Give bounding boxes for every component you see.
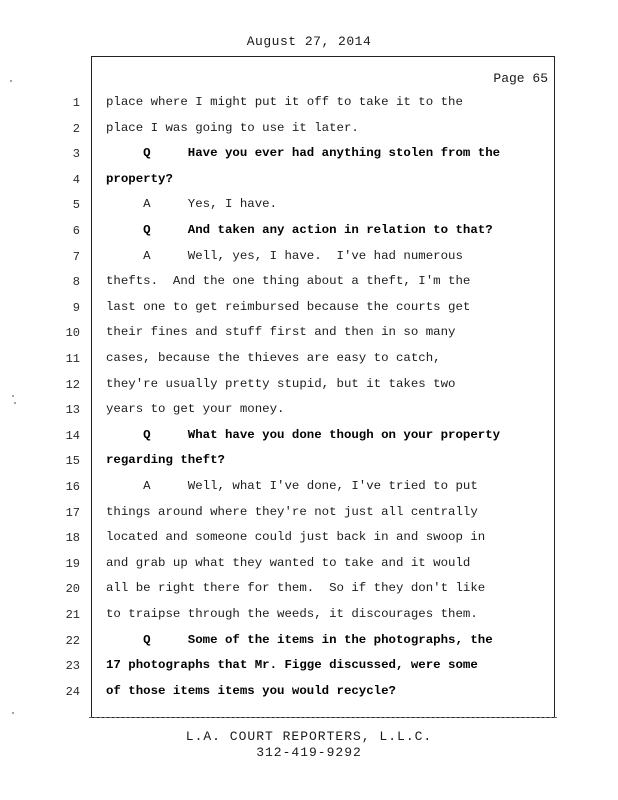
- transcript-line: their fines and stuff first and then in so many: [106, 325, 456, 340]
- transcript-line: thefts. And the one thing about a theft, I'm the: [106, 274, 471, 289]
- line-number: 21: [65, 608, 80, 622]
- frame-bottom-edge: [89, 717, 557, 720]
- transcript-line: A Well, yes, I have. I've had numerous: [106, 248, 463, 263]
- line-number: 11: [65, 352, 80, 366]
- transcript-line: place I was going to use it later.: [106, 120, 359, 135]
- transcript-line: all be right there for them. So if they don't like: [106, 581, 486, 596]
- line-number: 8: [72, 275, 80, 290]
- scan-speck: [12, 712, 14, 714]
- transcript-line: located and someone could just back in and swoop in: [106, 530, 486, 545]
- transcript-line: Q What have you done though on your property: [106, 427, 501, 442]
- transcript-line: to traipse through the weeds, it discourages them.: [106, 607, 478, 621]
- transcript-line: of those items items you would recycle?: [106, 683, 396, 698]
- transcript-line: they're usually pretty stupid, but it takes two: [106, 376, 456, 391]
- line-number: 19: [65, 556, 80, 571]
- line-number: 17: [65, 505, 80, 520]
- line-number: 5: [72, 198, 80, 213]
- line-number: 9: [72, 300, 80, 315]
- line-number: 10: [65, 326, 80, 341]
- transcript-line: years to get your money.: [106, 402, 285, 417]
- transcript-line: A Well, what I've done, I've tried to put: [106, 479, 478, 493]
- transcript-line: property?: [106, 171, 173, 186]
- transcript-line: place where I might put it off to take it to the: [106, 95, 463, 109]
- transcript-line: last one to get reimbursed because the courts get: [106, 299, 471, 314]
- transcript-line: 17 photographs that Mr. Figge discussed, were some: [106, 658, 478, 673]
- line-number: 20: [65, 582, 80, 597]
- transcript-line: things around where they're not just all centrally: [106, 504, 478, 519]
- line-number: 16: [65, 480, 80, 494]
- line-number: 2: [72, 121, 80, 136]
- transcript-line: A Yes, I have.: [106, 197, 278, 212]
- scan-speck: [12, 395, 14, 397]
- footer-phone: 312-419-9292: [256, 745, 362, 760]
- header-date: August 27, 2014: [246, 34, 372, 49]
- line-number: 12: [65, 377, 80, 392]
- transcript-line: and grab up what they wanted to take and it would: [106, 555, 471, 570]
- line-number: 1: [72, 96, 80, 110]
- footer-company: L.A. COURT REPORTERS, L.L.C.: [185, 729, 433, 744]
- transcript-line: Q Have you ever had anything stolen from the: [106, 146, 501, 161]
- line-number: 23: [65, 659, 80, 674]
- transcript-line: Q Some of the items in the photographs, the: [106, 632, 493, 647]
- transcript-line: regarding theft?: [106, 453, 225, 468]
- scan-speck: [10, 80, 12, 82]
- transcript-line: Q And taken any action in relation to that?: [106, 223, 493, 237]
- transcript-line: cases, because the thieves are easy to catch,: [106, 351, 441, 365]
- line-number: 4: [72, 172, 80, 187]
- line-number: 6: [72, 224, 80, 238]
- line-number: 18: [65, 531, 80, 546]
- line-number: 3: [72, 147, 80, 162]
- line-number: 22: [65, 633, 80, 648]
- line-number: 7: [72, 249, 80, 264]
- scan-speck: [14, 402, 16, 404]
- line-number: 24: [65, 684, 80, 699]
- line-number: 15: [65, 454, 80, 469]
- line-number: 13: [65, 403, 80, 418]
- line-number: 14: [65, 428, 80, 443]
- page-number: Page 65: [493, 71, 548, 86]
